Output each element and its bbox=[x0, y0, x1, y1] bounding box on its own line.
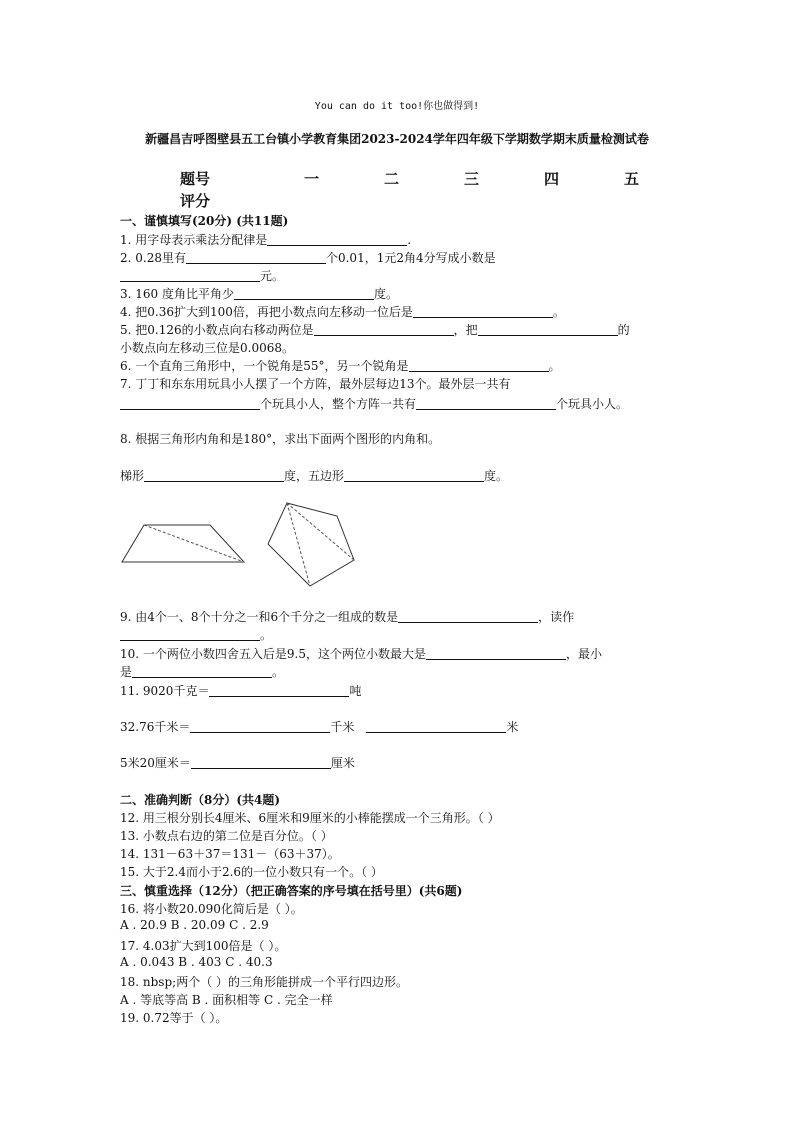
q8-trapezoid-label: 梯形 bbox=[120, 469, 145, 483]
question-9 bbox=[120, 608, 574, 625]
q11-unit-1: 吨 bbox=[349, 684, 362, 698]
q3-text: 3. 160 度角比平角少 bbox=[120, 287, 234, 301]
q10-text-3: 是 bbox=[120, 665, 133, 679]
score-table-col-2: 二 bbox=[384, 170, 400, 188]
q6-text: 6. 一个直角三角形中，一个锐角是55°，另一个锐角是 bbox=[120, 359, 409, 373]
question-12: 12. 用三根分别长4厘米、6厘米和9厘米的小棒能摆成一个三角形。（ ） bbox=[120, 811, 500, 825]
q7-text-2: 个玩具小人，整个方阵一共有 bbox=[260, 397, 417, 411]
question-2 bbox=[120, 249, 496, 266]
q10-blank-1[interactable] bbox=[426, 647, 566, 660]
question-11-b bbox=[120, 718, 518, 735]
q11-unit-2: 千米 bbox=[330, 720, 355, 734]
question-3 bbox=[120, 285, 398, 302]
q11-blank-3[interactable] bbox=[366, 720, 506, 733]
question-19: 19. 0.72等于（ ）。 bbox=[120, 1011, 228, 1025]
q1-text: 1. 用字母表示乘法分配律是 bbox=[120, 233, 268, 247]
question-11 bbox=[120, 682, 361, 699]
q2-text: 2. 0.28里有 bbox=[120, 251, 186, 265]
q11-text: 11. 9020千克＝ bbox=[120, 684, 210, 698]
question-5 bbox=[120, 321, 630, 338]
q2-blank-2[interactable] bbox=[120, 269, 260, 282]
question-1 bbox=[120, 231, 411, 248]
q5-text-3: 的 bbox=[617, 323, 630, 337]
q8-text-2: 度，五边形 bbox=[284, 469, 345, 483]
motto: You can do it too!你也做得到! bbox=[314, 101, 480, 112]
page-title: 新疆昌吉呼图壁县五工台镇小学教育集团2023-2024学年四年级下学期数学期末质量检测试卷 bbox=[145, 132, 649, 146]
q10-end: 。 bbox=[272, 665, 285, 679]
trapezoid-figure bbox=[112, 500, 262, 570]
section1-heading: 一、谨慎填写(20分) (共11题) bbox=[120, 214, 289, 228]
question-6 bbox=[120, 357, 561, 374]
question-2-cont bbox=[120, 267, 284, 284]
question-17-options: A . 0.043 B . 403 C . 40.3 bbox=[120, 955, 273, 969]
question-15: 15. 大于2.4而小于2.6的一位小数只有一个。（ ） bbox=[120, 865, 383, 879]
q4-end: 。 bbox=[552, 305, 565, 319]
q8-blank-2[interactable] bbox=[344, 469, 484, 482]
score-table-row2-label: 评分 bbox=[180, 192, 211, 210]
trapezoid-shape bbox=[122, 525, 244, 562]
q1-blank[interactable] bbox=[267, 233, 407, 246]
q6-end: 。 bbox=[548, 359, 561, 373]
trapezoid-diagonal bbox=[144, 525, 244, 562]
q10-text-2: ，最小 bbox=[566, 647, 603, 661]
q4-blank[interactable] bbox=[413, 305, 553, 318]
q5-blank-1[interactable] bbox=[314, 323, 454, 336]
q10-blank-2[interactable] bbox=[132, 665, 272, 678]
q5-text-2: ，把 bbox=[453, 323, 478, 337]
question-7-cont bbox=[120, 395, 628, 412]
q3-end: 度。 bbox=[373, 287, 398, 301]
question-10-cont bbox=[120, 663, 284, 680]
question-13: 13. 小数点右边的第二位是百分位。（ ） bbox=[120, 829, 333, 843]
q3-blank[interactable] bbox=[234, 287, 374, 300]
q7-blank-2[interactable] bbox=[416, 397, 556, 410]
score-table-col-5: 五 bbox=[624, 170, 640, 188]
pentagon-shape bbox=[268, 503, 354, 586]
score-table-col-4: 四 bbox=[544, 170, 560, 188]
question-10 bbox=[120, 645, 602, 662]
question-18-options: A . 等底等高 B . 面积相等 C . 完全一样 bbox=[120, 993, 333, 1007]
q11-blank-4[interactable] bbox=[191, 756, 331, 769]
question-18: 18. nbsp;两个（ ）的三角形能拼成一个平行四边形。 bbox=[120, 975, 409, 989]
q11-text-2: 32.76千米＝ bbox=[120, 720, 191, 734]
q10-text: 10. 一个两位小数四舍五入后是9.5，这个两位小数最大是 bbox=[120, 647, 426, 661]
q11-text-3: 5米20厘米＝ bbox=[120, 756, 191, 770]
q9-text: 9. 由4个一、8个十分之一和6个千分之一组成的数是 bbox=[120, 610, 399, 624]
question-8-answers bbox=[120, 467, 508, 484]
q9-text-2: ，读作 bbox=[538, 610, 575, 624]
question-7: 7. 丁丁和东东用玩具小人摆了一个方阵，最外层每边13个。最外层一共有 bbox=[120, 377, 511, 391]
question-16-options: A . 20.9 B . 20.09 C . 2.9 bbox=[120, 918, 269, 932]
q6-blank[interactable] bbox=[409, 359, 549, 372]
section3-heading: 三、慎重选择（12分）（把正确答案的序号填在括号里）(共6题) bbox=[120, 884, 463, 898]
q4-text: 4. 把0.36扩大到100倍，再把小数点向左移动一位后是 bbox=[120, 305, 413, 319]
pentagon-diagonal-2 bbox=[287, 503, 310, 586]
q11-unit-3: 米 bbox=[506, 720, 519, 734]
q7-end: 个玩具小人。 bbox=[556, 397, 629, 411]
q2-end: 元。 bbox=[260, 269, 285, 283]
question-17: 17. 4.03扩大到100倍是（ ）。 bbox=[120, 939, 287, 953]
section2-heading: 二、准确判断（8分）(共4题) bbox=[120, 793, 281, 807]
question-9-cont bbox=[120, 626, 272, 643]
q8-blank-1[interactable] bbox=[144, 469, 284, 482]
q11-blank-1[interactable] bbox=[209, 684, 349, 697]
q8-end: 度。 bbox=[484, 469, 509, 483]
question-14: 14. 131－63＋37＝131－（63＋37）。 bbox=[120, 847, 340, 861]
q9-end: 。 bbox=[260, 628, 273, 642]
q11-blank-2[interactable] bbox=[190, 720, 330, 733]
question-4 bbox=[120, 303, 565, 320]
question-5-cont: 小数点向左移动三位是0.0068。 bbox=[120, 341, 294, 355]
question-16: 16. 将小数20.090化简后是（ ）。 bbox=[120, 902, 303, 916]
question-8: 8. 根据三角形内角和是180°，求出下面两个图形的内角和。 bbox=[120, 432, 441, 446]
score-table-col-1: 一 bbox=[304, 170, 320, 188]
pentagon-figure bbox=[262, 498, 362, 590]
q9-blank-1[interactable] bbox=[398, 610, 538, 623]
q9-blank-2[interactable] bbox=[120, 628, 260, 641]
q5-blank-2[interactable] bbox=[478, 323, 618, 336]
q2-blank-1[interactable] bbox=[186, 251, 326, 264]
question-11-c bbox=[120, 754, 355, 771]
q2-text-2: 个0.01，1元2角4分写成小数是 bbox=[325, 251, 496, 265]
score-table-row1-label: 题号 bbox=[180, 170, 211, 188]
q1-end: . bbox=[407, 233, 412, 247]
q7-blank-1[interactable] bbox=[120, 397, 260, 410]
q11-unit-4: 厘米 bbox=[330, 756, 355, 770]
score-table-col-3: 三 bbox=[464, 170, 480, 188]
q5-text: 5. 把0.126的小数点向右移动两位是 bbox=[120, 323, 314, 337]
